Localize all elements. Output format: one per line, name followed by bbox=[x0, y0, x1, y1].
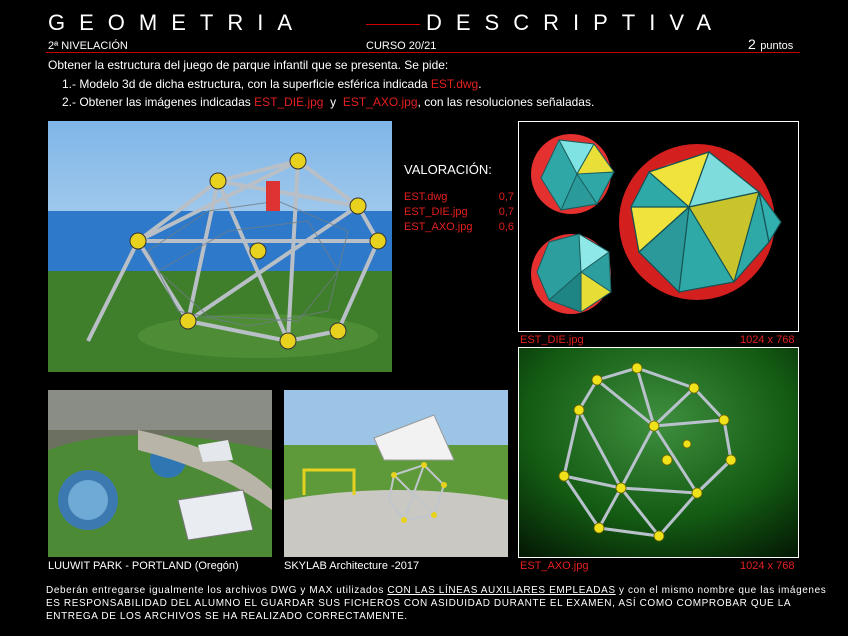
skylab-photo-art bbox=[284, 390, 508, 557]
course-label: CURSO 20/21 bbox=[366, 40, 437, 52]
footer-line-1 bbox=[46, 585, 826, 596]
points-word: puntos bbox=[760, 40, 794, 52]
task-1-text: 1.- Modelo 3d de dicha estructura, con la superficie esférica indicada bbox=[62, 77, 431, 91]
park-aerial-photo-art bbox=[48, 390, 272, 557]
est-die-render bbox=[518, 121, 799, 332]
playground-photo bbox=[48, 121, 392, 372]
footer-line-1-prefix: Deberán entregarse igualmente los archivos DWG y MAX utilizados bbox=[46, 585, 388, 596]
valoracion-row bbox=[404, 205, 514, 220]
intro-line: Obtener la estructura del juego de parque infantil que se presenta. Se pide: bbox=[48, 58, 449, 72]
task-2-file-die: EST_DIE.jpg bbox=[254, 95, 324, 109]
skylab-photo bbox=[284, 390, 508, 557]
est-die-label: EST_DIE.jpg bbox=[520, 334, 584, 346]
header-rule bbox=[46, 52, 800, 53]
task-item-1 bbox=[62, 77, 482, 91]
playground-photo-art bbox=[48, 121, 392, 372]
task-2-and: y bbox=[323, 95, 343, 109]
est-axo-label: EST_AXO.jpg bbox=[520, 560, 589, 572]
valoracion-file: EST_DIE.jpg bbox=[404, 206, 468, 218]
task-1-file: EST.dwg bbox=[430, 77, 479, 91]
footer-line-2: ES RESPONSABILIDAD DEL ALUMNO EL GUARDAR SUS FICHEROS CON ASIDUIDAD DURANTE EL EXAMEN, ASÍ COMO COMPROBAR QUE LA bbox=[46, 598, 792, 609]
title-geometria: GEOMETRIA bbox=[48, 10, 307, 35]
est-axo-render-art bbox=[519, 348, 798, 557]
skylab-photo-caption: SKYLAB Architecture -2017 bbox=[284, 560, 420, 572]
title-descriptiva: DESCRIPTIVA bbox=[426, 10, 726, 35]
park-photo-caption: LUUWIT PARK - PORTLAND (Oregón) bbox=[48, 560, 239, 572]
footer-line-3: ENTREGA DE LOS ARCHIVOS SE HA REALIZADO CORRECTAMENTE. bbox=[46, 611, 408, 622]
task-item-2 bbox=[62, 95, 594, 109]
valoracion-table bbox=[404, 190, 514, 235]
est-axo-render bbox=[518, 347, 799, 558]
valoracion-row bbox=[404, 190, 514, 205]
est-die-resolution: 1024 x 768 bbox=[740, 334, 795, 346]
points-number: 2 bbox=[748, 36, 756, 52]
valoracion-score: 0,6 bbox=[498, 221, 514, 233]
task-1-end: . bbox=[478, 77, 482, 91]
task-2-text: 2.- Obtener las imágenes indicadas bbox=[62, 95, 255, 109]
valoracion-row bbox=[404, 220, 514, 235]
footer-line-1-underlined: CON LAS LÍNEAS AUXILIARES EMPLEADAS bbox=[387, 585, 616, 596]
task-2-file-axo: EST_AXO.jpg bbox=[342, 95, 418, 109]
est-axo-resolution: 1024 x 768 bbox=[740, 560, 795, 572]
valoracion-file: EST_AXO.jpg bbox=[404, 221, 473, 233]
title-divider bbox=[366, 24, 420, 25]
valoracion-heading: VALORACIÓN: bbox=[404, 162, 492, 177]
park-aerial-photo bbox=[48, 390, 272, 557]
footer-line-1-suffix: y con el mismo nombre que las imágenes bbox=[615, 585, 827, 596]
valoracion-file: EST.dwg bbox=[404, 191, 448, 203]
task-2-end: , con las resoluciones señaladas. bbox=[417, 95, 595, 109]
level-label: 2ª NIVELACIÓN bbox=[48, 40, 128, 52]
valoracion-score: 0,7 bbox=[498, 206, 514, 218]
est-die-render-art bbox=[519, 122, 798, 331]
valoracion-score: 0,7 bbox=[498, 191, 514, 203]
